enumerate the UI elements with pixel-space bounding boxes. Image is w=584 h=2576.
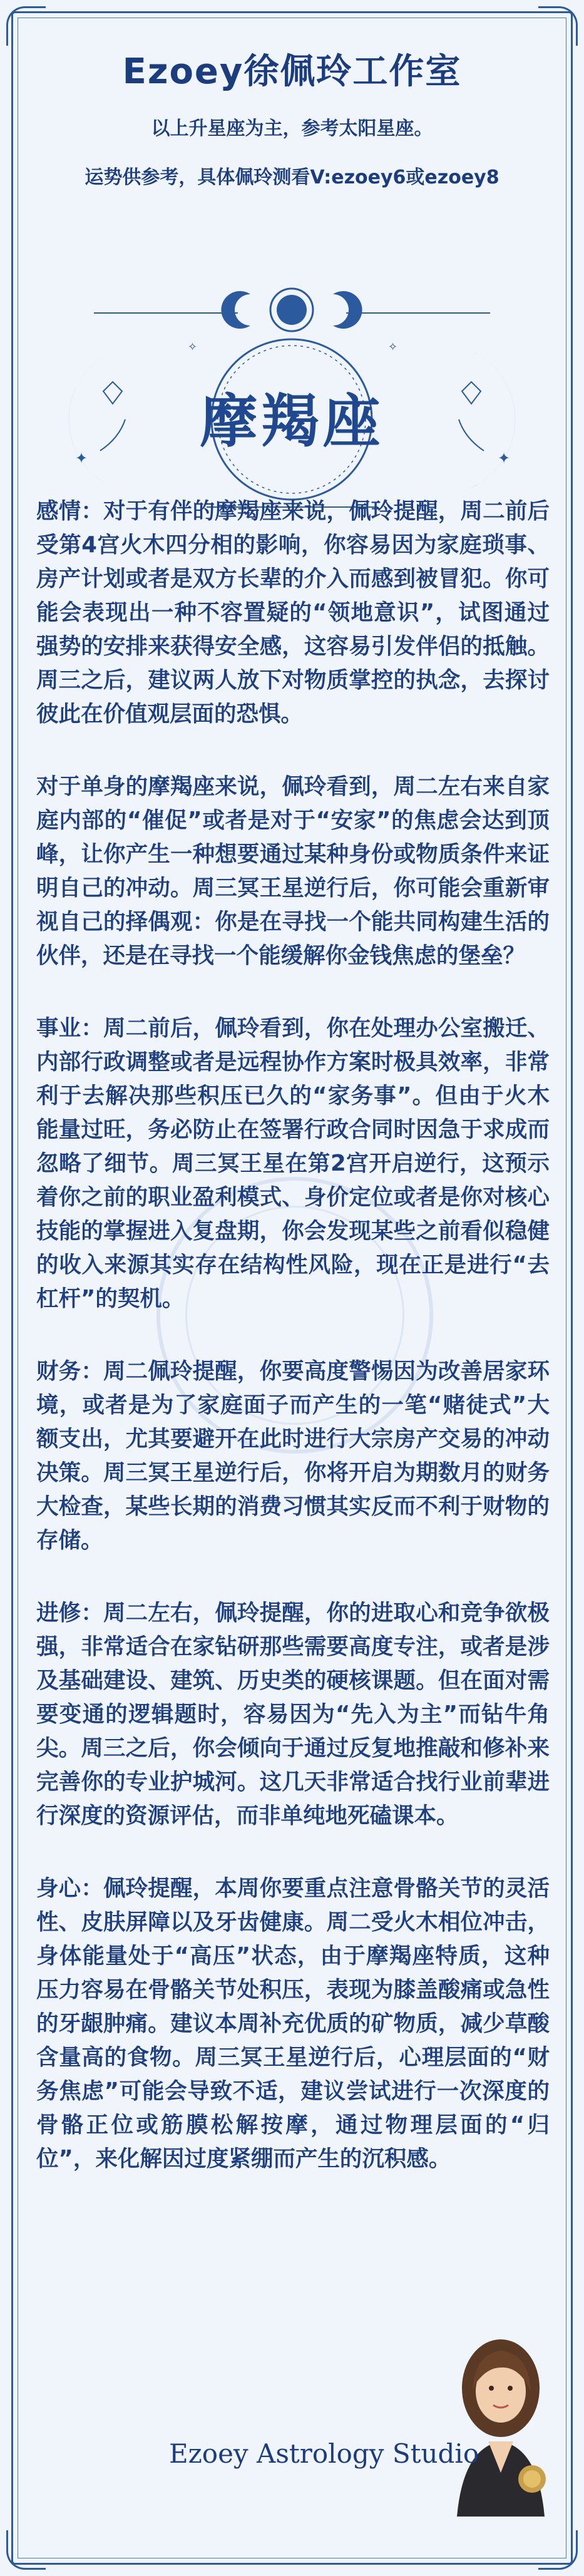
page-subtitle: 以上升星座为主，参考太阳星座。 (151, 118, 433, 140)
section-health: 身心：佩玲提醒，本周你要重点注意骨骼关节的灵活性、皮肤屏障以及牙齿健康。周二受火木相位冲击，身体能量处于“高压”状态，由于摩羯座特质，这种压力容易在骨骼关节处积压，表现为膝盖酸痛或急性的牙龈肿痛。建议本周补充优质的矿物质，减少草酸含量高的食物。周三冥王星逆行后，心理层面的“财务焦虑”可能会导致不适，建议尝试进行一次深度的骨骼正位或筋膜松解按摩，通过物理层面的“归位”，来化解因过度紧绷而产生的沉积感。 (36, 1876, 550, 2172)
svg-text:✧: ✧ (388, 341, 398, 354)
studio-name: Ezoey Astrology Studio (169, 2438, 479, 2469)
woman-portrait-illustration (438, 2329, 563, 2517)
svg-text:✦: ✦ (75, 449, 88, 467)
svg-text:✦: ✦ (498, 449, 511, 467)
section-career: 事业：周二前后，佩玲看到，你在处理办公室搬迁、内部行政调整或者是远程协作方案时极具效率，非常利于去解决那些积压已久的“家务事”。但由于火木能量过旺，务必防止在签署行政合同时因急于求成而忽略了细节。周三冥王星在第2宫开启逆行，这预示着你之前的职业盈利模式、身价定位或者是你对核心技能的掌握进入复盘期，你会发现某些之前看似稳健的收入来源其实存在结构性风险，现在正是进行“去杠杆”的契机。 (36, 1015, 550, 1311)
corner-ornament (6, 6, 46, 46)
section-love-single: 对于单身的摩羯座来说，佩玲看到，周二左右来自家庭内部的“催促”或者是对于“安家”的焦虑会达到顶峰，让你产生一种想要通过某种身份或物质条件来证明自己的冲动。周三冥王星逆行后，你可能会重新审视自己的择偶观：你是在寻找一个能共同构建生活的伙伴，还是在寻找一个能缓解你金钱焦虑的堡垒？ (36, 774, 550, 968)
corner-ornament (6, 2530, 46, 2570)
corner-ornament (538, 2530, 578, 2570)
section-study: 进修：周二左右，佩玲提醒，你的进取心和竞争欲极强，非常适合在家钻研那些需要高度专注，或者是涉及基础建设、建筑、历史类的硬核课题。但在面对需要变通的逻辑题时，容易因为“先入为主”而钻牛角尖。周三之后，你会倾向于通过反复地推敲和修补来完善你的专业护城河。这几天非常适合找行业前辈进行深度的资源评估，而非单纯地死磕课本。 (36, 1600, 550, 1829)
svg-text:✧: ✧ (188, 341, 198, 354)
contact-note: 运势供参考，具体佩玲测看V:ezoey6或ezoey8 (85, 167, 499, 188)
page-title: Ezoey徐佩玲工作室 (122, 51, 462, 92)
section-finance: 财务：周二佩玲提醒，你要高度警惕因为改善居家环境，或者是为了家庭面子而产生的一笔“赌徒式”大额支出，尤其要避开在此时进行大宗房产交易的冲动决策。周三冥王星逆行后，你将开启为期数月的财务大检查，某些长期的消费习惯其实反而不利于财物的存储。 (36, 1358, 550, 1553)
corner-ornament (538, 6, 578, 46)
section-love-couples: 感情：对于有伴的摩羯座来说，佩玲提醒，周二前后受第4宫火木四分相的影响，你容易因为家庭琐事、房产计划或者是双方长辈的介入而感到被冒犯。你可能会表现出一种不容置疑的“领地意识”，试图通过强势的安排来获得安全感，这容易引发伴侣的抵触。周三之后，建议两人放下对物质掌控的执念，去探讨彼此在价值观层面的恐惧。 (36, 498, 550, 727)
sign-name: 摩羯座 (200, 387, 384, 455)
horoscope-content (36, 495, 550, 2215)
header (0, 44, 584, 189)
